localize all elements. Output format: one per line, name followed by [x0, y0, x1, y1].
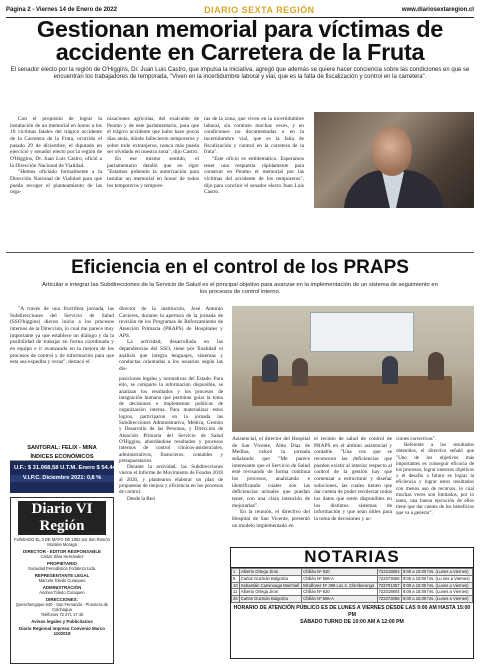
paragraph: ras de la zona, que viven en la incertidumbre laboral, sin contrato muchas veces, y en condiciones no documentadas o en la incertidumbre vial, que es la falta de fiscalización y control en la carretera de la fruta".: [204, 116, 304, 156]
headline-praps: Eficiencia en el control de los PRAPS: [71, 257, 409, 278]
headline-memorial: Gestionan memorial para víctimas de accidente en Carretera de la Fruta: [36, 16, 444, 65]
economic-indices: [10, 453, 128, 493]
paragraph: Asistencial, el director del Hospital de San Vicente, Aldo Díaz de Medina, valoró la jornada señalando que "Me parece interesante que el Servicio de Salud esté revisando de forma continua los procesos, analizando e identificando cuales son las deficiencias actuales que puedan tener, con una clara intención de mejorarlas".: [232, 436, 310, 509]
lead-praps: Articular e integrar las Subdirecciones de la Servicio de Salud es el principal objetivo para avanzar en la implementación de un sistema de seguimiento en los procesos de control interno.: [42, 282, 438, 295]
table-cell: 11: [233, 589, 238, 595]
ipc-value: V.I.P.C. Diciembre 2021: 0,8 %: [10, 475, 114, 482]
owner-name: Sociedad Periodística Fortaleza Ltda.: [27, 566, 97, 571]
story1-col3: [204, 116, 304, 196]
table-cell: Carlos Guzmán Balgorria: [239, 596, 301, 603]
notarias-box: [230, 547, 474, 659]
santoral: SANTORAL: FELIX - MINA: [27, 445, 97, 451]
rep-title: REPRESENTANTE LEGAL: [34, 573, 90, 578]
paragraph: director de la institución, José Antonio Cavieres, durante la apertura de la jornada de revisión de los Programas de Reforzamiento de Atención Primaria (PRAPS) de Hospitales y APS.: [119, 306, 223, 339]
meeting-table: [252, 376, 452, 406]
table-row: [232, 582, 473, 589]
notarias-title: NOTARIAS: [231, 548, 473, 568]
admin-title: ADMINISTRACIÓN: [42, 585, 82, 590]
rep-name: Marcela Toledo Curaqueo: [38, 578, 86, 583]
photo-figure: [262, 354, 278, 382]
paragraph: posiciones legales y normativas del Estado. Para ello, se comparte la información disponible, se analizan los resultados y los procesos de integración humana que permitan guiar la toma de decisiones e implementar políticas de organización interna. Para materializar estos logros, participaron en la jornada las Subdirecciones Administrativa, Médica, Gestión y Desarrollo de las Personas, y Dirección de Atención Primaria del Servicio de Salud O'Higgins, abordándose resultados y procesos internos de control clínicos-asistenciales, administrativos, financieros, contables y presupuestarios.: [119, 376, 223, 464]
story1-col2: [107, 116, 199, 189]
table-cell: Mindfores Nº 389 Loc.4. Chimbarongo: [302, 582, 377, 589]
table-cell: 1: [232, 569, 240, 576]
senator-photo: [314, 112, 474, 208]
page-header: [6, 4, 474, 16]
uf-value: U.F.: $ 31.068,58: [14, 465, 59, 471]
section-divider: [6, 252, 474, 253]
notarias-hours: HORARIO DE ATENCIÓN PÚBLICO ES DE LUNES A VIERNES DESDE LAS 9:00 AM HASTA 15:00 PM: [233, 604, 471, 618]
table-row: [232, 596, 473, 603]
table-cell: Carlos Guzmán Balgorria: [239, 575, 301, 582]
lead-memorial: El senador electo por la región de O'Higgins, Dr. Juan Luis Castro, que impulsa la iniciativa, agregó que además se quiere hacer conciencia sobre las condiciones en que se encuentran los trabajadores de temporada, "Viven en la incertidumbre laboral y vial, que es la falta de fiscalización y control en la carretera".: [10, 67, 470, 80]
table-row: [232, 569, 473, 576]
paragraph: Durante la actividad, las Subdirecciones vieron el Informe de Movimiento de Fondos 2018 al 2020, y plantearon elaborar un plan de propuestas de mejora y eficiencia en los procesos de control.: [119, 464, 223, 496]
notarias-table: [231, 568, 473, 603]
address: Queschengique 640 - San Fernando - Provincia de Colchagua: [15, 602, 109, 612]
story2-col2: [119, 306, 223, 373]
table-cell: Sebastián Caminoaga Marchall: [239, 582, 301, 589]
table-cell: 10: [233, 582, 238, 588]
paragraph: nizaciones agrícolas, del exalcalde de Peumo y de este parlamentario, para que el trágico accidente que hubo hace pocos días atrás, dónde fallecieron temporeros y sobre todo extranjeros, nunca más pueda ser olvidado en nuestra zona", dijo Castro.: [107, 116, 199, 156]
paragraph: Desde la Red: [127, 495, 155, 502]
table-cell: 25: [233, 596, 238, 602]
paragraph: ciones correctivas".: [396, 436, 436, 442]
table-cell: 722318804: [378, 589, 400, 595]
photo-figure: [382, 356, 398, 384]
notarias-saturday: SÁBADO TURNO DE 10:00 AM A 12:00 PM: [300, 618, 404, 625]
staff-box: [10, 497, 114, 664]
story2-col1: [10, 306, 114, 366]
table-cell: 9:00 a 15:00 hrs. (Lunes a Viernes): [401, 582, 472, 589]
projection-screen: [310, 312, 414, 352]
director-title: DIRECTOR - EDITOR RESPONSABLE: [23, 549, 101, 554]
table-cell: 722373066: [378, 575, 400, 581]
table-cell: 9:00 a 15:00 hrs. (Lunes a Viernes): [401, 569, 472, 576]
paragraph: "Este oficio es emblemático. Esperamos tener una respuesta rápidamente para construir en Peumo el memorial por las víctimas del accidente de los temporeros", dijo para concluir el senador electo Juan Luis Castro.: [204, 155, 304, 196]
photo-figure: [428, 352, 444, 380]
table-cell: Chillán Nº 586-A: [302, 575, 377, 582]
ads-title: Avisos legales y Publicitarios: [31, 619, 93, 624]
meeting-photo: [232, 306, 474, 432]
owner-title: PROPIETARIO: [47, 561, 77, 566]
print-note: Diario Regional impreso Convenio Marco 1102018: [19, 626, 105, 636]
story2-col6: [396, 436, 474, 517]
table-cell: Chillán Nº 620: [302, 569, 377, 576]
paragraph: Referente a los resultados obtenidos, el directivo señaló que "Uno de los objetivos más importantes es conseguir eficacia de los procesos, lograr nuestros objetivos y el desafío a futuro es lograr la eficiencia y lograr estos resultados con menos uso de recursos, lo cual muchas veces son limitados, por lo tanto, una buena ejecución de ellos tiene que dar cuenta de los beneficios que va a generar".: [396, 442, 474, 517]
table-cell: 9:00 a 15:00 hrs. (Lunes a Viernes): [401, 589, 472, 596]
director-name: Carlos Silva Hernández: [40, 554, 84, 559]
admin-name: Andrea Toledo Curaqueo: [39, 590, 85, 595]
table-cell: Chillán Nº 620: [302, 589, 377, 596]
story1-col1: [10, 116, 102, 196]
paragraph: "Hemos oficiado formalmente a la Dirección Nacional de Vialidad para que pueda recoger el planteamiento de las orga-: [10, 169, 102, 196]
phone: Teléfonos 72 271 17 45: [40, 612, 84, 617]
paragraph: Con el propósito de lograr la instalación de un memorial en honor a los 10 víctimas fatales del trágico accidente de la Carretera de la Fruta, ocurrido el pasado 29 de diciembre, el diputado en ejercicio y senador electo por la región de O'Higgins, Dr. Juan Luis Castro, ofició a la Dirección Nacional de Vialidad.: [10, 116, 102, 169]
table-cell: 722373066: [378, 596, 400, 602]
founded-text: FUNDADO EL 3 DE MAYO DE 1952 por don Ramón Morales Moraga: [14, 537, 110, 547]
photo-figure: [292, 358, 308, 386]
table-cell: 722701357: [378, 582, 400, 588]
paragraph: En ese mismo sentido, el parlamentario detalló que en rigor "Estamos pidiendo la autorización para instalar un memorial en honor de todos los temporeros y tempore-: [107, 155, 199, 189]
story2-col4: [232, 436, 310, 529]
table-cell: 8: [232, 575, 240, 582]
econ-title: ÍNDICES ECONÓMICOS: [10, 453, 114, 461]
address-title: DIRECCIONES:: [46, 597, 78, 602]
masthead: DIARIO SEXTA REGIÓN: [204, 5, 315, 15]
story2-col3: [119, 376, 223, 502]
table-cell: 9:00 a 15:00 hrs. (Lunes a Viernes): [401, 596, 472, 603]
table-row: [232, 575, 473, 582]
table-cell: Chillán Nº 586-A: [302, 596, 377, 603]
story2-col5: [314, 436, 392, 523]
table-row: [232, 589, 473, 596]
table-cell: 722318804: [378, 569, 400, 574]
newspaper-logo: Diario VI Región: [18, 501, 106, 535]
paragraph: En la reunión, el directivo del Hospital de San Vicente, presentó un modelo implementado en: [232, 509, 310, 529]
table-cell: Alberto Ortega Jiron: [239, 589, 301, 596]
paragraph: el recinto de salud de control de PRAPS en el ámbito asistencial y contable. "Una vez que se reconocen las deficiencias que pueden existir al interior respecto al control de la gestión hay que comenzar a estructurar y diseñar soluciones, las cuales tienen que dar cuenta de poder recolectar todos los datos que estén disponibles en los distintos sistemas de información y que sean útiles para la toma de decisiones y ac-: [314, 436, 392, 522]
utm-value: U.T.M. Enero $ 54.442,00: [60, 465, 128, 471]
table-cell: 9:00 a 15:00 hrs. (Lu nes a Viernes): [401, 575, 472, 582]
site-url[interactable]: www.diariosextaregion.cl: [401, 7, 474, 13]
paragraph: La actividad, desarrollada en las dependencias del SSO, tiene por finalidad el análisis que integra lenguajes, sistemas y conductas orientadas a los usuarios según las dis-: [119, 339, 223, 372]
paragraph: "A través de una fructífera jornada, las Subdirecciones del Servicio de Salud (SSO'higgins) dieron inicio a los procesos internos de la Dirección, lo cual me parece muy importante ya que establece un diálogo y da la posibilidad de trabajar en forma coordinada y en equipo e ir avanzando en la mejora de los procesos de control y de información para que esta sea expedita y veraz", destacó el: [10, 306, 114, 366]
econ-uf-utm: [10, 461, 128, 475]
page-date: Página 2 - Viernes 14 de Enero de 2022: [6, 7, 117, 13]
photo-figure: [372, 126, 412, 176]
table-cell: Alberto Ortega Jiron: [239, 569, 301, 576]
